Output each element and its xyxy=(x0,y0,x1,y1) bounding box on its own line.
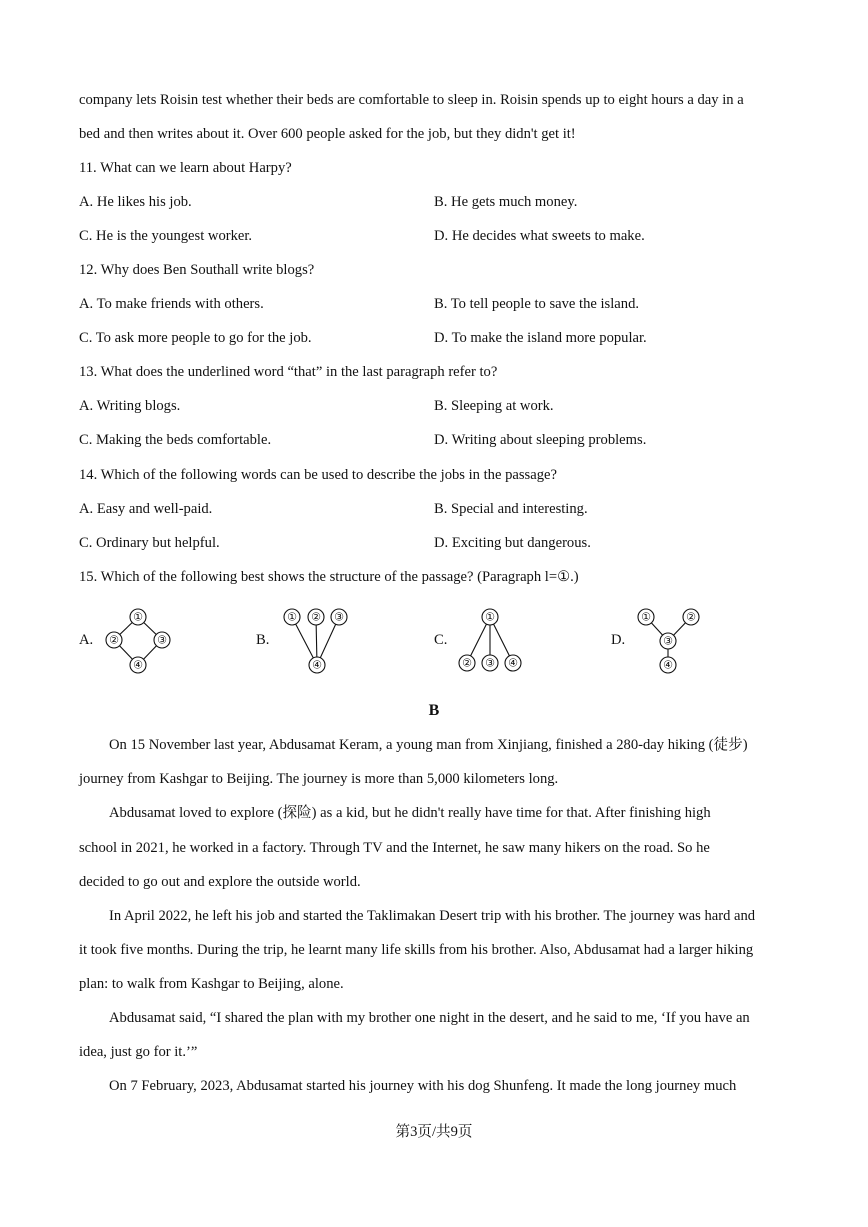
node-3 xyxy=(154,632,170,648)
paragraph-line: In April 2022, he left his job and started the Taklimakan Desert trip with his brother. The journey was hard and xyxy=(109,908,756,924)
section-heading: B xyxy=(428,702,440,719)
svg-text:②: ② xyxy=(311,610,321,624)
option-c: C. To ask more people to go for the job. xyxy=(79,330,312,346)
question-stem: 13. What does the underlined word “that” in the last paragraph refer to? xyxy=(79,364,498,380)
option-b: B. Special and interesting. xyxy=(434,501,588,517)
svg-text:②: ② xyxy=(462,656,472,670)
option-a: A. Easy and well-paid. xyxy=(79,501,213,517)
node-1 xyxy=(482,609,498,625)
node-3 xyxy=(482,655,498,671)
option-c: C. Ordinary but helpful. xyxy=(79,535,220,551)
svg-text:②: ② xyxy=(109,633,119,647)
paragraph-line: decided to go out and explore the outside world. xyxy=(79,874,361,890)
structure-diagram-d xyxy=(630,600,720,680)
svg-text:②: ② xyxy=(686,610,696,624)
node-2 xyxy=(106,632,122,648)
svg-text:①: ① xyxy=(133,610,143,624)
paragraph-line: On 7 February, 2023, Abdusamat started his journey with his dog Shunfeng. It made the long journey much xyxy=(109,1078,737,1094)
page-number: 第3页/共9页 xyxy=(395,1124,473,1140)
option-b: B. Sleeping at work. xyxy=(434,398,554,414)
svg-text:①: ① xyxy=(485,610,495,624)
node-3 xyxy=(660,633,676,649)
paragraph-line: idea, just go for it.’” xyxy=(79,1044,198,1060)
question-stem: 15. Which of the following best shows the structure of the passage? (Paragraph l=①.) xyxy=(79,569,579,585)
paragraph-line: journey from Kashgar to Beijing. The journey is more than 5,000 kilometers long. xyxy=(79,771,559,787)
option-c-label: C. xyxy=(434,632,448,648)
node-3 xyxy=(331,609,347,625)
option-a-label: A. xyxy=(79,632,94,648)
structure-diagram-a xyxy=(95,600,185,680)
svg-text:④: ④ xyxy=(312,658,322,672)
passage-line: bed and then writes about it. Over 600 people asked for the job, but they didn't get it! xyxy=(79,126,576,142)
node-4 xyxy=(660,657,676,673)
svg-text:④: ④ xyxy=(133,658,143,672)
paragraph-line: Abdusamat loved to explore (探险) as a kid, but he didn't really have time for that. After finishing high xyxy=(109,805,711,821)
option-d: D. He decides what sweets to make. xyxy=(434,228,645,244)
passage-line: company lets Roisin test whether their beds are comfortable to sleep in. Roisin spends up to eight hours a day in a xyxy=(79,92,744,108)
paragraph-line: it took five months. During the trip, he learnt many life skills from his brother. Also, Abdusamat had a larger hiking xyxy=(79,942,754,958)
node-4 xyxy=(309,657,325,673)
node-1 xyxy=(130,609,146,625)
option-d: D. To make the island more popular. xyxy=(434,330,647,346)
paragraph-line: Abdusamat said, “I shared the plan with my brother one night in the desert, and he said to me, ‘If you have an xyxy=(109,1010,750,1026)
svg-text:④: ④ xyxy=(663,658,673,672)
option-c: C. He is the youngest worker. xyxy=(79,228,253,244)
svg-text:③: ③ xyxy=(157,633,167,647)
question-stem: 11. What can we learn about Harpy? xyxy=(79,160,292,176)
svg-text:④: ④ xyxy=(508,656,518,670)
paragraph-line: school in 2021, he worked in a factory. Through TV and the Internet, he saw many hikers on the road. So he xyxy=(79,840,710,856)
svg-text:③: ③ xyxy=(485,656,495,670)
option-c: C. Making the beds comfortable. xyxy=(79,432,272,448)
svg-text:①: ① xyxy=(287,610,297,624)
node-2 xyxy=(308,609,324,625)
node-4 xyxy=(505,655,521,671)
node-1 xyxy=(284,609,300,625)
svg-text:③: ③ xyxy=(334,610,344,624)
structure-diagram-c xyxy=(455,600,545,680)
option-d: D. Writing about sleeping problems. xyxy=(434,432,647,448)
option-a: A. To make friends with others. xyxy=(79,296,264,312)
question-stem: 12. Why does Ben Southall write blogs? xyxy=(79,262,315,278)
node-4 xyxy=(130,657,146,673)
node-2 xyxy=(459,655,475,671)
option-b-label: B. xyxy=(256,632,270,648)
structure-diagram-b xyxy=(276,600,366,680)
svg-text:①: ① xyxy=(641,610,651,624)
option-a: A. Writing blogs. xyxy=(79,398,181,414)
paragraph-line: On 15 November last year, Abdusamat Keram, a young man from Xinjiang, finished a 280-day hiking (徒步) xyxy=(109,737,748,753)
svg-text:③: ③ xyxy=(663,634,673,648)
paragraph-line: plan: to walk from Kashgar to Beijing, alone. xyxy=(79,976,344,992)
option-d: D. Exciting but dangerous. xyxy=(434,535,591,551)
option-b: B. He gets much money. xyxy=(434,194,578,210)
question-stem: 14. Which of the following words can be used to describe the jobs in the passage? xyxy=(79,467,557,483)
node-1 xyxy=(638,609,654,625)
option-b: B. To tell people to save the island. xyxy=(434,296,640,312)
node-2 xyxy=(683,609,699,625)
option-d-label: D. xyxy=(611,632,626,648)
option-a: A. He likes his job. xyxy=(79,194,192,210)
